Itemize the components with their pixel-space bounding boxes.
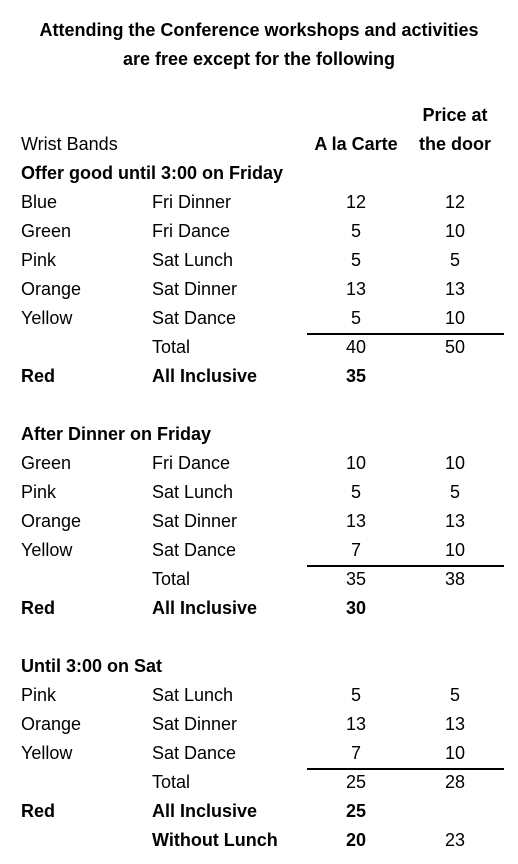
door-price: 10 [444,453,466,473]
door-price: 12 [444,192,466,212]
header-wrist-bands: Wrist Bands [21,134,118,154]
door-price: 5 [449,685,460,705]
door-price: 5 [449,250,460,270]
band-name: Red [21,598,56,618]
a-la-carte-price: 12 [345,192,367,212]
header-price-line-2: the door [419,134,491,154]
total-a-la-carte: 35 [345,569,367,589]
event-name: Sat Dinner [152,714,238,734]
total-door: 28 [444,772,466,792]
band-name: Blue [21,192,58,212]
header-a-la-carte: A la Carte [314,134,398,154]
event-name: Sat Dance [152,540,237,560]
band-name: Green [21,453,72,473]
total-label: Total [152,569,191,589]
without-lunch-door: 23 [444,830,466,850]
band-name: Yellow [21,540,73,560]
event-name: Sat Dinner [152,279,238,299]
band-name: Pink [21,482,57,502]
inclusive-price: 30 [345,598,367,618]
inclusive-price: 35 [345,366,367,386]
a-la-carte-price: 5 [350,308,361,328]
band-name: Pink [21,685,57,705]
door-price: 13 [444,511,466,531]
section-heading: Until 3:00 on Sat [21,656,163,676]
a-la-carte-price: 10 [345,453,367,473]
total-door: 38 [444,569,466,589]
a-la-carte-price: 13 [345,279,367,299]
band-name: Red [21,801,56,821]
door-price: 10 [444,308,466,328]
a-la-carte-price: 5 [350,482,361,502]
section-heading: After Dinner on Friday [21,424,212,444]
a-la-carte-price: 5 [350,685,361,705]
total-label: Total [152,337,191,357]
section-heading: Offer good until 3:00 on Friday [21,163,284,183]
event-name: Sat Dance [152,743,237,763]
inclusive-label: All Inclusive [152,598,258,618]
a-la-carte-price: 5 [350,221,361,241]
event-name: Fri Dinner [152,192,232,212]
event-name: Sat Dance [152,308,237,328]
total-a-la-carte: 40 [345,337,367,357]
band-name: Yellow [21,308,73,328]
without-lunch-a-la-carte: 20 [345,830,367,850]
event-name: Sat Lunch [152,685,234,705]
event-name: Fri Dance [152,453,231,473]
band-name: Green [21,221,72,241]
band-name: Red [21,366,56,386]
event-name: Sat Dinner [152,511,238,531]
total-label: Total [152,772,191,792]
event-name: Fri Dance [152,221,231,241]
event-name: Sat Lunch [152,482,234,502]
door-price: 10 [444,743,466,763]
band-name: Yellow [21,743,73,763]
a-la-carte-price: 7 [350,743,361,763]
inclusive-price: 25 [345,801,367,821]
a-la-carte-price: 5 [350,250,361,270]
inclusive-label: All Inclusive [152,366,258,386]
door-price: 13 [444,714,466,734]
total-a-la-carte: 25 [345,772,367,792]
band-name: Orange [21,714,82,734]
a-la-carte-price: 13 [345,714,367,734]
door-price: 13 [444,279,466,299]
total-door: 50 [444,337,466,357]
a-la-carte-price: 13 [345,511,367,531]
band-name: Pink [21,250,57,270]
a-la-carte-price: 7 [350,540,361,560]
band-name: Orange [21,279,82,299]
without-lunch-label: Without Lunch [152,830,278,850]
page-title-line-2: are free except for the following [122,49,396,69]
door-price: 10 [444,540,466,560]
header-price-line-1: Price at [422,105,488,125]
door-price: 10 [444,221,466,241]
door-price: 5 [449,482,460,502]
event-name: Sat Lunch [152,250,234,270]
page-title-line-1: Attending the Conference workshops and activities [39,20,479,40]
band-name: Orange [21,511,82,531]
inclusive-label: All Inclusive [152,801,258,821]
